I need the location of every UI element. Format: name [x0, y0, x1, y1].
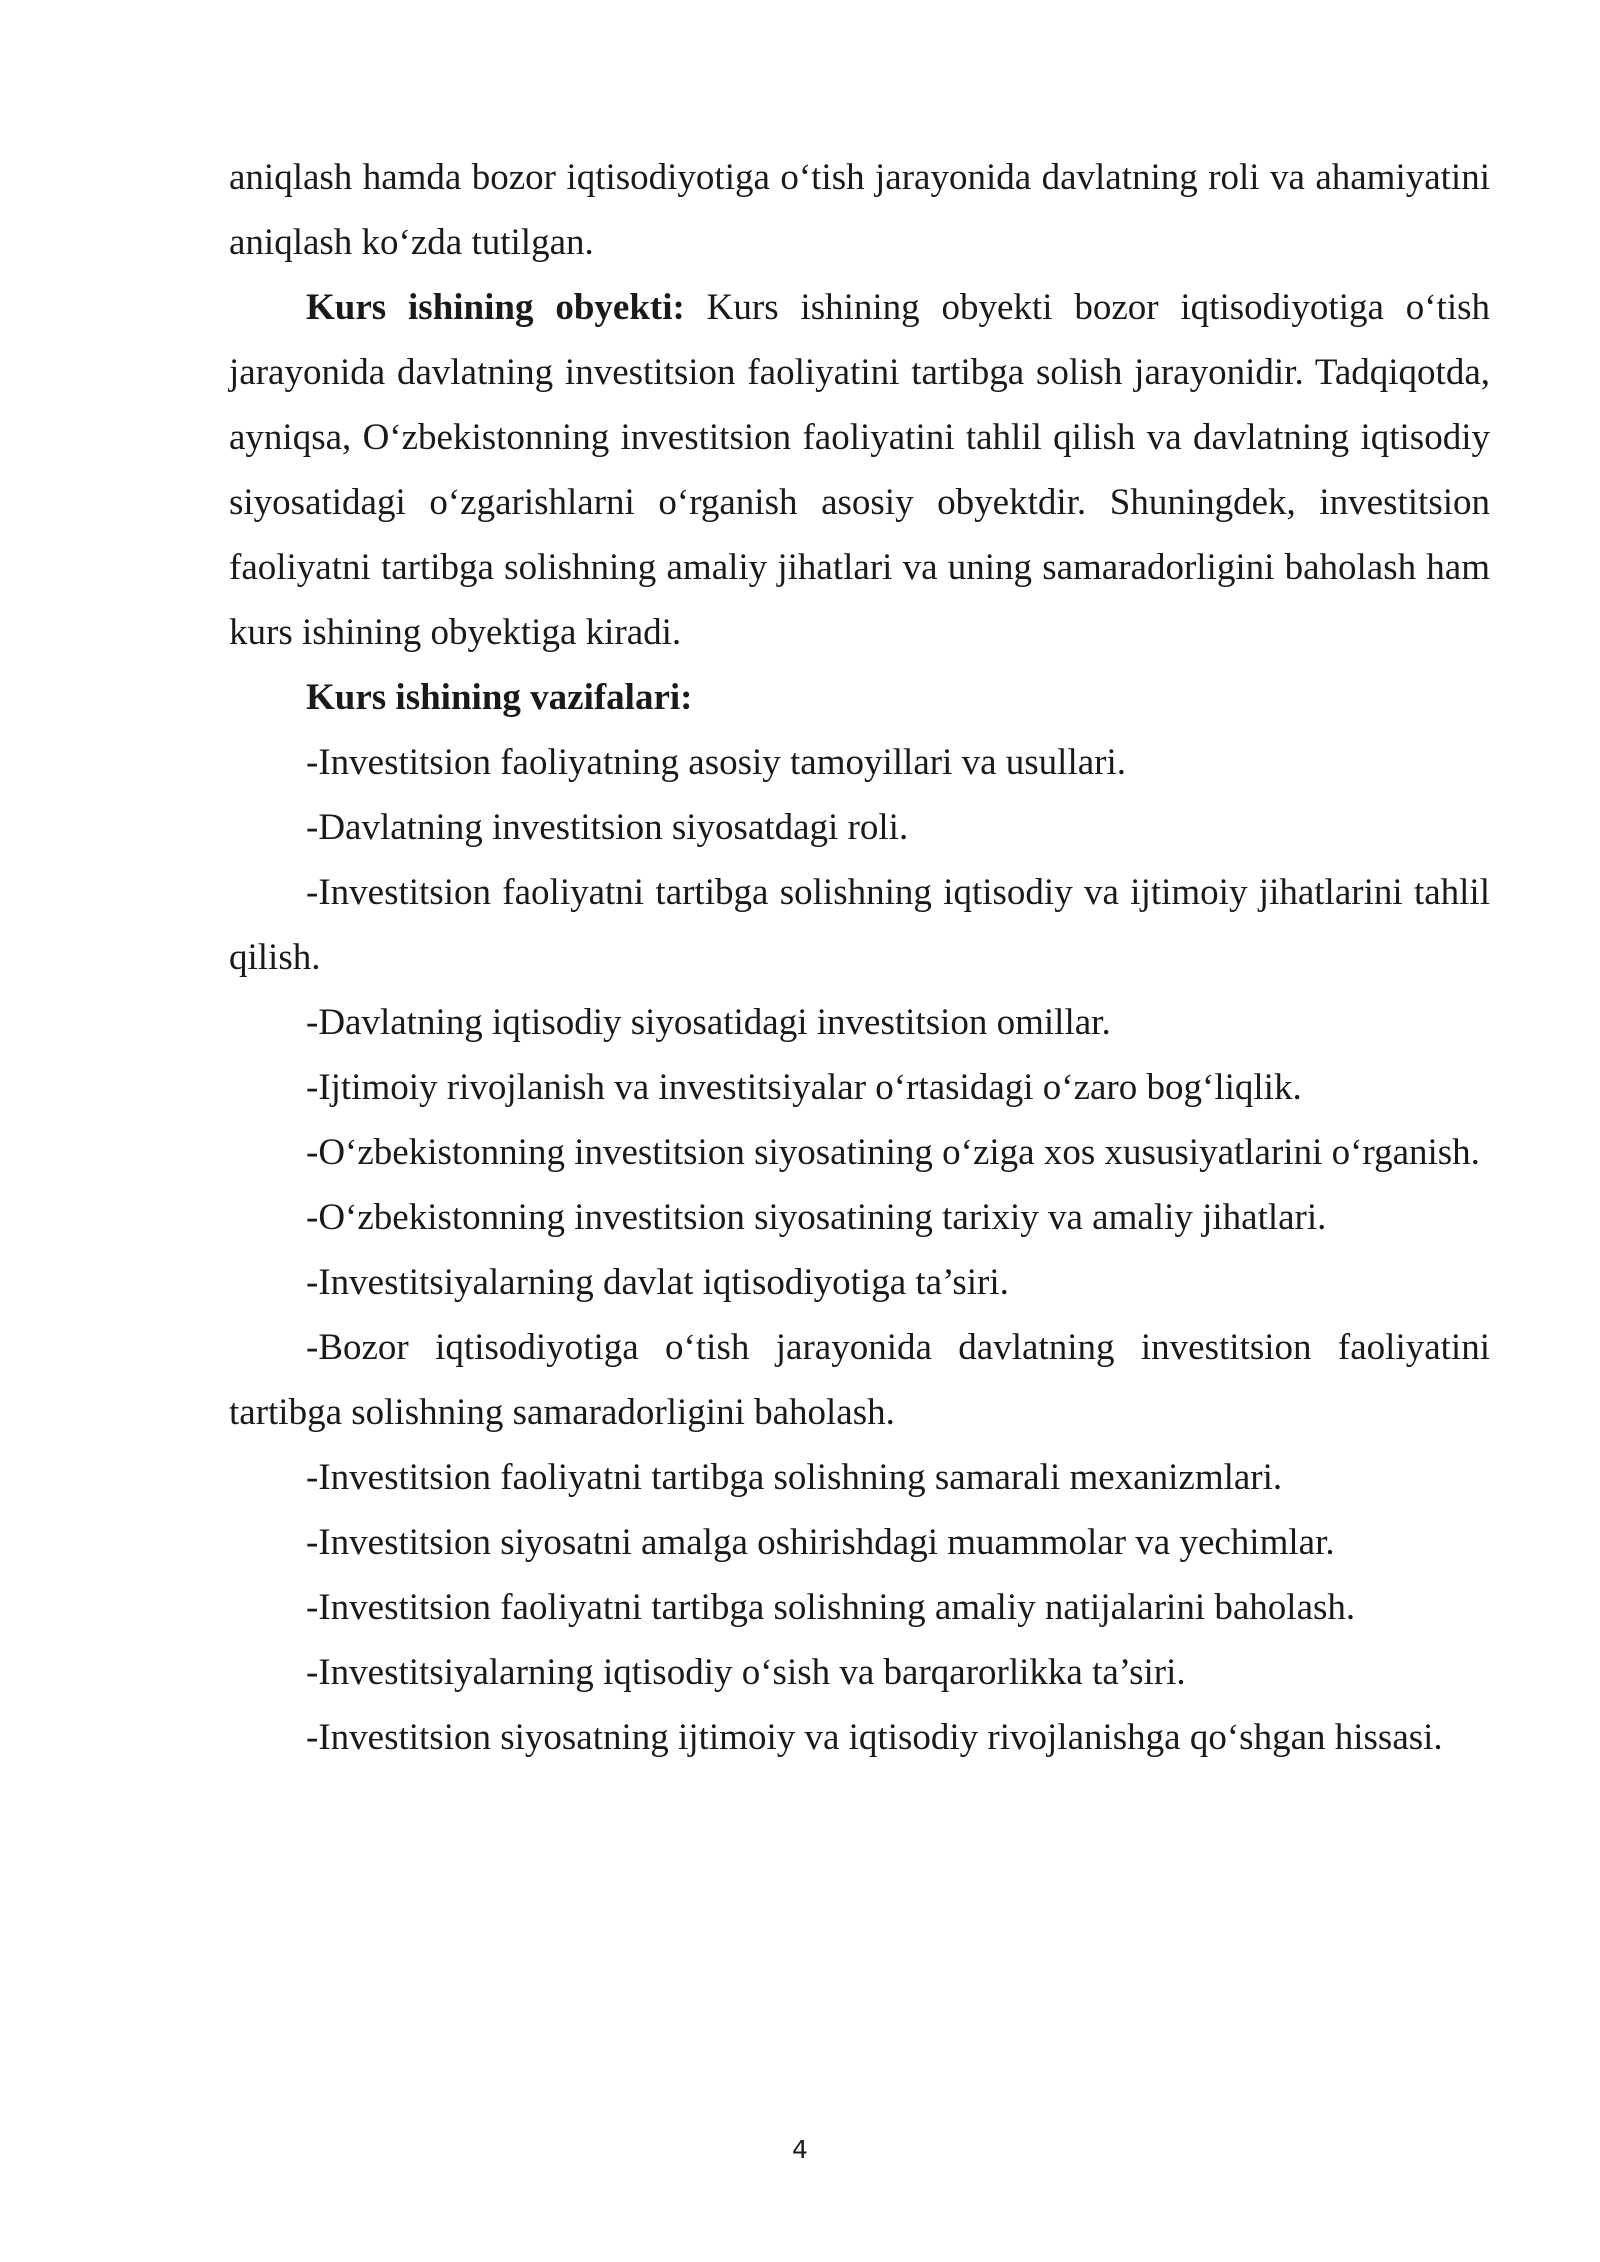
- task-item: -Investitsion faoliyatning asosiy tamoyillari va usullari.: [306, 742, 1127, 783]
- task-item: -O‘zbekistonning investitsion siyosatining o‘ziga xos xususiyatlarini o‘rganish.: [306, 1132, 1480, 1173]
- task-item: -Investitsion faoliyatni tartibga solishning samarali mexanizmlari.: [306, 1457, 1283, 1498]
- task-item: -Davlatning investitsion siyosatdagi roli.: [306, 807, 909, 848]
- task-item: -Investitsion siyosatni amalga oshirishdagi muammolar va yechimlar.: [306, 1522, 1335, 1563]
- page-number: 4: [792, 2135, 808, 2164]
- task-item: -Investitsion siyosatning ijtimoiy va iqtisodiy rivojlanishga qo‘shgan hissasi.: [306, 1717, 1443, 1758]
- task-item: -Investitsiyalarning iqtisodiy o‘sish va barqarorlikka ta’siri.: [306, 1652, 1186, 1693]
- task-item: -Investitsion faoliyatni tartibga solishning iqtisodiy va ijtimoiy jihatlarini tahlil qilish.: [229, 872, 1490, 978]
- body-text: [229, 145, 1490, 1770]
- intro-paragraph: aniqlash hamda bozor iqtisodiyotiga o‘tish jarayonida davlatning roli va ahamiyatini aniqlash ko‘zda tutilgan.: [229, 157, 1490, 263]
- object-paragraph: [229, 275, 1490, 665]
- task-item: -O‘zbekistonning investitsion siyosatining tarixiy va amaliy jihatlari.: [306, 1197, 1327, 1238]
- task-item: -Davlatning iqtisodiy siyosatidagi investitsion omillar.: [306, 1002, 1111, 1043]
- task-item: -Investitsion faoliyatni tartibga solishning amaliy natijalarini baholash.: [306, 1587, 1356, 1628]
- tasks-heading: Kurs ishining vazifalari:: [306, 677, 693, 718]
- object-text: Kurs ishining obyekti bozor iqtisodiyotiga o‘tish jarayonida davlatning investitsion faoliyatini tartibga solish jarayonidir. Tadqiqotda, ayniqsa, O‘zbekistonning investitsion faoliyatini tahlil qilish va davlatning iqtisodiy siyosatidagi o‘zgarishlarni o‘rganish asosiy obyektdir. Shuningdek, investitsion faoliyatni tartibga solishning amaliy jihatlari va uning samaradorligini baholash ham kurs ishining obyektiga kiradi.: [229, 287, 1491, 653]
- object-heading: Kurs ishining obyekti:: [306, 287, 685, 328]
- task-item: -Investitsiyalarning davlat iqtisodiyotiga ta’siri.: [306, 1262, 1009, 1303]
- task-item: -Ijtimoiy rivojlanish va investitsiyalar o‘rtasidagi o‘zaro bog‘liqlik.: [306, 1067, 1302, 1108]
- task-item: -Bozor iqtisodiyotiga o‘tish jarayonida davlatning investitsion faoliyatini tartibga solishning samaradorligini baholash.: [229, 1327, 1490, 1433]
